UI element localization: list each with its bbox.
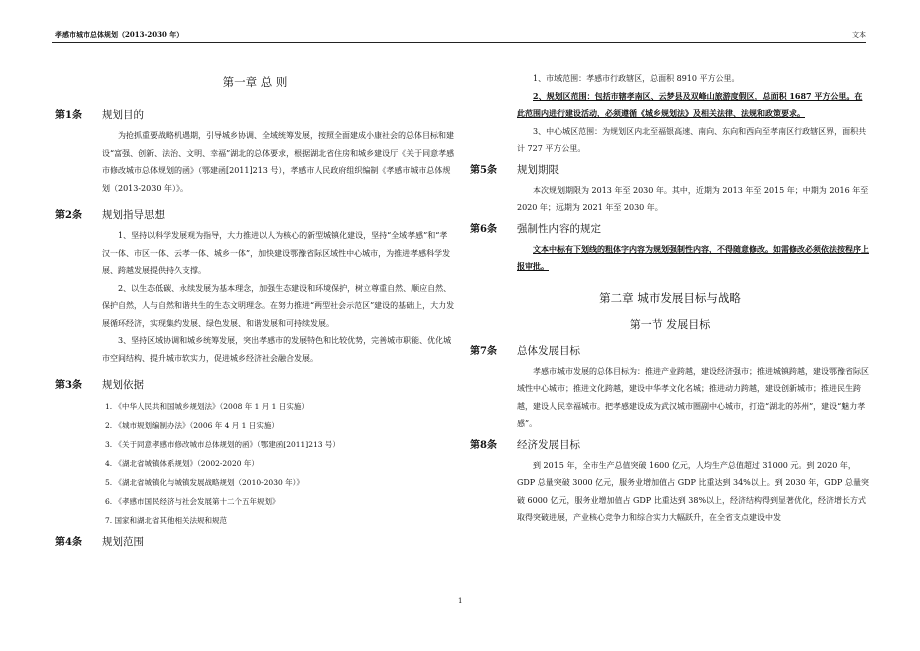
article-number: 第1条 [55, 110, 82, 121]
document-header-title: 孝感市城市总体规划（2013-2030 年） [55, 30, 184, 39]
left-column [55, 64, 455, 554]
article-number: 第7条 [470, 345, 497, 357]
article-number: 第4条 [55, 537, 82, 548]
list-item: 1. 《中华人民共和国城乡规划法》（2008 年 1 月 1 日实施） [105, 402, 309, 411]
page-number: 1 [458, 597, 463, 605]
scope-central-city: 3、中心城区范围：为规划区内北至福银高速、南向、东向和西向至孝南区行政辖区界，面积共计 727 平方公里。 [517, 126, 867, 153]
article-2-heading [55, 206, 455, 222]
list-item: 2. 《城市规划编制办法》（2006 年 4 月 1 日实施） [105, 421, 279, 430]
article-2-paragraph-2: 2、以生态低碳、永续发展为基本理念，加强生态建设和环境保护，树立尊重自然、顺应自然、保护自然，人与自然和谐共生的生态文明理念。在努力推进“两型社会示范区”建设的基础上，大力发展循环经济，实现集约发展、绿色发展、和谐发展和可持续发展。 [102, 283, 455, 328]
scope-planning-area: 2、规划区范围：包括市辖孝南区、云梦县及双峰山旅游度假区，总面积 1687 平方公里。在此范围内进行建设活动，必须遵循《城乡规划法》及相关法律、法规和政策要求。 [517, 90, 863, 118]
article-8-heading [470, 436, 870, 452]
list-item: 6. 《孝感市国民经济与社会发展第十二个五年规划》 [105, 497, 280, 506]
article-title: 规划期限 [517, 163, 559, 176]
list-item: 7. 国家和湖北省其他相关法规和规范 [105, 516, 228, 525]
right-column [470, 70, 870, 527]
chapter-2-title: 第二章 城市发展目标与战略 [599, 290, 741, 305]
article-8-body: 到 2015 年，全市生产总值突破 1600 亿元，人均生产总值超过 31000 元。到 2020 年，GDP 总量突破 3000 亿元，服务业增加值占 GDP 比重达到 34%以上。到 2030 年，GDP 总量突破 6000 亿元，服务业增加值占 GDP 比重达到 38%以上，经济结构得到显著优化，经济增长方式取得突破进展，产业核心竞争力和综合实力大幅跃升，在全省支点建设中发 [517, 460, 869, 522]
article-4-heading [55, 533, 455, 549]
article-1-heading [55, 106, 455, 122]
article-2-paragraph-1: 1、坚持以科学发展观为指导，大力推进以人为核心的新型城镇化建设，坚持“全域孝感”和“孝汉一体、市区一体、云孝一体、城乡一体”，加快建设鄂豫省际区域性中心城市，为推进孝感科学发展、跨越发展提供持久支撑。 [102, 231, 451, 275]
header-divider [52, 42, 866, 43]
document-header-label: 文本 [852, 31, 866, 39]
chapter-1-title: 第一章 总 则 [222, 75, 288, 89]
article-title: 规划范围 [102, 536, 144, 548]
article-5-body: 本次规划期限为 2013 年至 2030 年。其中，近期为 2013 年至 2015 年；中期为 2016 年至 2020 年；远期为 2021 年至 2030 年。 [517, 185, 869, 212]
article-2-paragraph-3: 3、坚持区域协调和城乡统筹发展，突出孝感市的发展特色和比较优势，完善城市职能、优化城市空间结构、提升城市软实力，促进城乡经济社会融合发展。 [102, 336, 452, 363]
article-7-heading [470, 342, 870, 358]
article-title: 总体发展目标 [517, 344, 580, 357]
article-title: 规划指导思想 [102, 209, 165, 221]
basis-list [105, 397, 455, 530]
article-number: 第3条 [55, 380, 82, 391]
article-title: 经济发展目标 [517, 438, 580, 451]
list-item: 4. 《湖北省城镇体系规划》（2002-2020 年） [105, 459, 259, 468]
article-title: 规划目的 [102, 109, 144, 121]
article-3-heading [55, 376, 455, 392]
article-number: 第6条 [470, 223, 497, 235]
article-6-body: 文本中标有下划线的粗体字内容为规划强制性内容，不得随意修改。如需修改必须依法按程序上报审批。 [517, 243, 869, 271]
article-title: 强制性内容的规定 [517, 222, 601, 235]
list-item: 3. 《关于同意孝感市修改城市总体规划的函》（鄂建函[2011]213 号） [105, 440, 340, 449]
article-1-body: 为抢抓重要战略机遇期，引导城乡协调、全域统筹发展，按照全面建成小康社会的总体目标和建设“富强、创新、法治、文明、幸福”湖北的总体要求，根据湖北省住房和城乡建设厅《关于同意孝感市修改城市总体规划的函》（鄂建函[2011]213 号），孝感市人民政府组织编制《孝感市城市总体规划（2013-2030 年）》。 [102, 131, 455, 193]
article-5-heading [470, 161, 870, 177]
scope-city-region: 1、市域范围：孝感市行政辖区，总面积 8910 平方公里。 [533, 74, 740, 83]
article-7-body: 孝感市城市发展的总体目标为：推进产业跨越，建设经济强市；推进城镇跨越，建设鄂豫省际区域性中心城市；推进文化跨越，建设中华孝文化名城；推进动力跨越，建设创新城市；推进民生跨越，建设人民幸福城市。把孝感建设成为武汉城市圈副中心城市，打造“湖北的苏州”，建设“魅力孝感”。 [517, 366, 869, 428]
article-number: 第2条 [55, 210, 82, 221]
section-1-title: 第一节 发展目标 [629, 317, 711, 331]
list-item: 5. 《湖北省城镇化与城镇发展战略规划（2010-2030 年）》 [105, 478, 304, 487]
article-number: 第5条 [470, 164, 497, 176]
article-title: 规划依据 [102, 379, 144, 391]
article-number: 第8条 [470, 439, 497, 451]
article-6-heading [470, 220, 870, 236]
